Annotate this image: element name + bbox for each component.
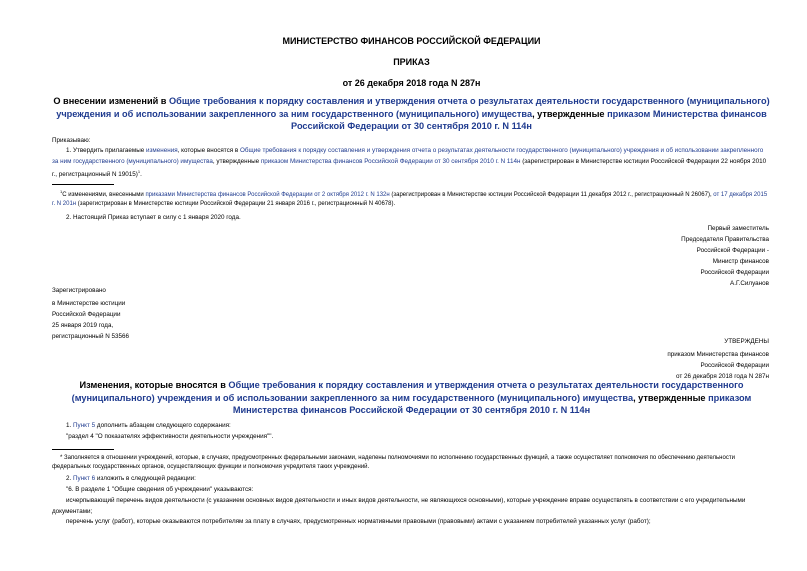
registration-line: регистрационный N 53566	[52, 333, 130, 340]
approved-line: УТВЕРЖДЕНЫ	[724, 338, 769, 345]
ministry-heading: МИНИСТЕРСТВО ФИНАНСОВ РОССИЙСКОЙ ФЕДЕРАЦИИ	[282, 36, 541, 46]
order-title-text: О внесении изменений в	[53, 96, 169, 106]
order-114n-link[interactable]: приказом Министерства финансов Российской Федерации от 30 сентября 2010 г. N 114н	[291, 108, 767, 131]
fn1-text-b: (зарегистрирован в Министерстве юстиции Российской Федерации 11 декабря 2012 г., регистрационный N 26067),	[389, 192, 714, 198]
registration-line: Зарегистрировано	[52, 287, 106, 294]
change-item-2-quote: "6. В разделе 1 "Общие сведения об учреждении" указываются:	[66, 486, 254, 493]
footnote-divider-2	[52, 449, 114, 450]
p1-text-c: , утвержденные	[212, 157, 261, 165]
approved-line: приказом Министерства финансов	[667, 351, 769, 358]
p1-text-b: , которые вносятся в	[177, 147, 241, 154]
doc-type-heading: ПРИКАЗ	[393, 57, 430, 67]
change-item-2-paragraph-1: исчерпывающий перечень видов деятельности (с указанием основных видов деятельности и иных видов деятельности, не являющихся основными), которые учреждение вправе осуществлять в соответствии с его учредительными документами;	[52, 497, 746, 515]
order-paragraph-2: 2. Настоящий Приказ вступает в силу с 1 января 2020 года.	[66, 214, 241, 221]
change-item-1	[52, 421, 771, 432]
general-requirements-link[interactable]: Общие требования к порядку составления и утверждения отчета о результатах деятельности государственного (муниципального) учреждения и об использовании закрепленного за ним государственного (муниципального) имущества	[56, 96, 770, 119]
p1-order-114n-link[interactable]: приказом Министерства финансов Российской Федерации от 30 сентября 2010 г. N 114н	[260, 157, 521, 165]
approved-line: от 26 декабря 2018 года N 287н	[675, 373, 769, 380]
changes-title-text-2: , утвержденные	[633, 392, 709, 403]
footnote-1	[52, 187, 771, 210]
signature-block	[681, 223, 769, 289]
fn1-orders-link[interactable]: приказами Министерства финансов Российской Федерации от 2 октября 2012 г. N 132н	[145, 192, 390, 198]
changes-link[interactable]: изменения	[146, 147, 178, 154]
signature-line: Председателя Правительства	[681, 236, 769, 243]
approved-line: Российской Федерации	[700, 362, 769, 369]
c1-text-a: 1.	[66, 422, 74, 429]
approved-block	[667, 336, 769, 382]
signature-name: А.Г.Силуанов	[730, 280, 769, 287]
changes-order-114n-link[interactable]: приказом Министерства финансов Российской Федерации от 30 сентября 2010 г. N 114н	[232, 392, 752, 415]
p1-text-a: 1. Утвердить прилагаемые	[66, 147, 146, 154]
registration-line: в Министерстве юстиции	[52, 300, 126, 307]
order-title-text-2: , утвержденные	[532, 108, 608, 119]
order-date-number: от 26 декабря 2018 года N 287н	[342, 78, 481, 88]
change-item-1-quote: "раздел 4 "О показателях эффективности деятельности учреждения"".	[66, 433, 274, 440]
c2-text-b: изложить в следующей редакции:	[95, 475, 196, 482]
changes-general-requirements-link[interactable]: Общие требования к порядку составления и утверждения отчета о результатах деятельности государственного (муниципального) учреждения и об использовании закрепленного за ним государственного (муниципального) имущества	[71, 380, 744, 403]
signature-line: Министр финансов	[712, 258, 769, 265]
fn1-text-c: (зарегистрирован в Министерстве юстиции Российской Федерации 21 января 2016 г., регистрационный N 40678).	[76, 201, 396, 208]
order-paragraph-1	[52, 146, 771, 181]
signature-line: Первый заместитель	[707, 225, 769, 232]
registration-line: 25 января 2019 года,	[52, 322, 114, 329]
changes-title-text: Изменения, которые вносятся в	[79, 380, 229, 390]
order-intro: Приказываю:	[52, 137, 91, 144]
signature-line: Российской Федерации	[700, 269, 769, 276]
footnote-1-mark: 1	[60, 189, 63, 194]
footnote-mark-1: 1	[137, 169, 141, 174]
p1-text-e: .	[140, 171, 142, 179]
registration-block	[52, 285, 129, 342]
footnote-divider-1	[52, 184, 114, 185]
signature-line: Российской Федерации -	[696, 247, 769, 254]
changes-title	[52, 379, 771, 417]
c2-text-a: 2.	[66, 475, 74, 482]
change-item-2-paragraph-2: перечень услуг (работ), которые оказываются потребителям за плату в случаях, предусмотренных нормативными правовыми (правовыми) актами с указанием потребителей указанных услуг (работ);	[66, 518, 651, 525]
footnote-2: * Заполняется в отношении учреждений, которые, в случаях, предусмотренных федеральными законами, наделены полномочиями по исполнению государственных функций, а также осуществляет полномочия по обеспечению деятельности федеральных государственных органов, осуществляющих функции и полномочия учредителя таких учреждений.	[52, 455, 735, 471]
fn1-text-a: С изменениями, внесенными	[62, 192, 146, 198]
p1-text-d: (зарегистрирован в Министерстве юстиции Российской Федерации 22 ноября 2010 г., регистрационный N 19015)	[52, 157, 767, 179]
point-6-link[interactable]: Пункт 6	[73, 475, 96, 482]
order-title	[52, 95, 771, 133]
fn1-order-201n-link[interactable]: от 17 декабря 2015 г. N 201н	[52, 192, 768, 208]
change-item-2	[52, 474, 771, 485]
point-5-link[interactable]: Пункт 5	[73, 422, 96, 429]
c1-text-b: дополнить абзацем следующего содержания:	[95, 422, 231, 429]
registration-line: Российской Федерации	[52, 311, 121, 318]
p1-general-requirements-link[interactable]: Общие требования к порядку составления и утверждения отчета о результатах деятельности государственного (муниципального) учреждения и об использовании закрепленного за ним государственного (муниципального) имущества	[52, 147, 764, 165]
